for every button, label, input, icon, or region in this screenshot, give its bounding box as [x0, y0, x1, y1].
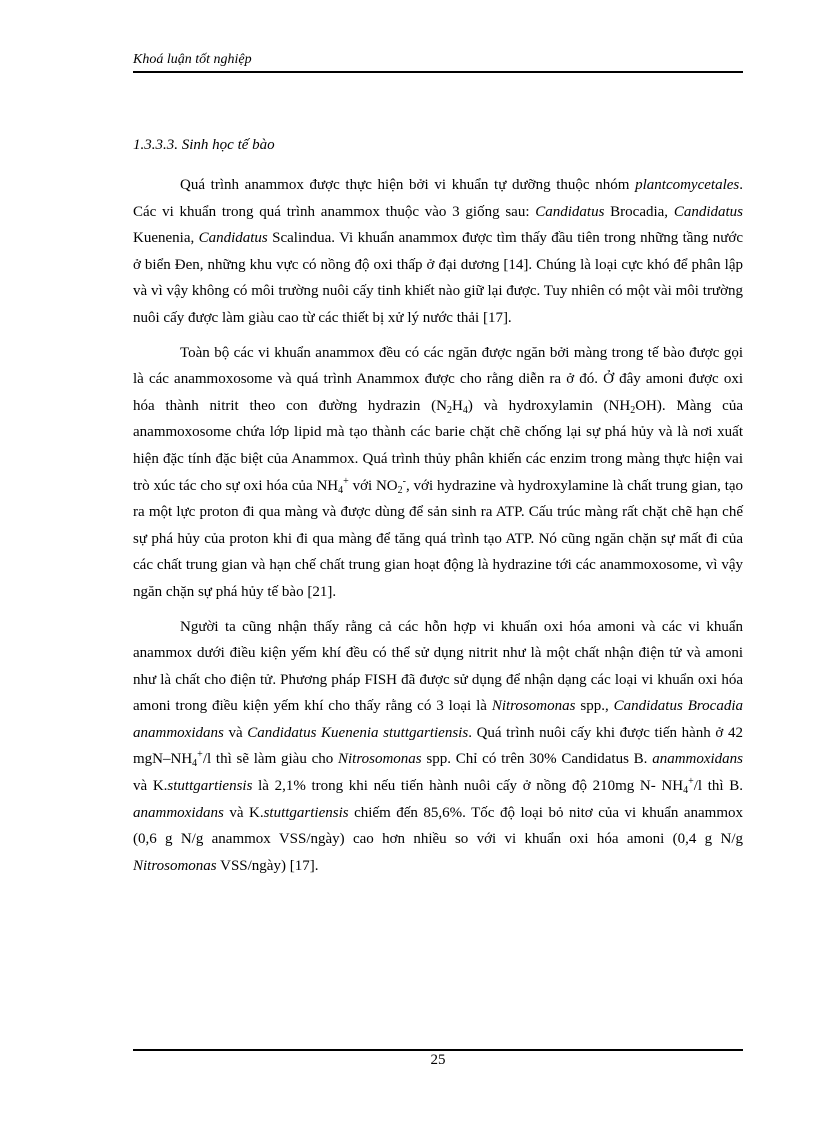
paragraph-3: Người ta cũng nhận thấy rằng cả các hỗn hợp vi khuẩn oxi hóa amoni và các vi khuẩn anammox dưới điều kiện yếm khí đều có thể sử dụng nitrit như là một chất nhận điện tử và amoni như là chất cho điện tử. Phương pháp FISH đã được sử dụng để nhận dạng các loại vi khuẩn oxi hóa amoni trong điều kiện yếm khí cho thấy rằng có 3 loại là Nitrosomonas spp., Candidatus Brocadia anammoxidans và Candidatus Kuenenia stuttgartiensis. Quá trình nuôi cấy khi được tiến hành ở 42 mgN–$NH_4^+/l$ thì sẽ làm giàu cho Nitrosomonas spp. Chỉ có trên 30% Candidatus B. anammoxidans và K.stuttgartiensis là 2,1% trong khi nếu tiến hành nuôi cấy ở nồng độ 210mg N- $NH_4^+/l$ thì B. anammoxidans và K.stuttgartiensis chiếm đến 85,6%. Tốc độ loại bỏ nitơ của vi khuẩn anammox (0,6 g N/g anammox VSS/ngày) cao hơn nhiều so với vi khuẩn oxi hóa amoni (0,4 g N/g Nitrosomonas VSS/ngày) [17]. [133, 618, 744, 874]
footer-rule [133, 1049, 743, 1051]
body-text [133, 172, 743, 887]
header-rule [133, 71, 743, 73]
page-number: 25 [430, 1052, 446, 1068]
paragraph-2: Toàn bộ các vi khuẩn anammox đều có các ngăn được ngăn bởi màng trong tế bào được gọi là các anammoxosome và quá trình Anammox được cho rằng diễn ra ở đó. Ở đây amoni được oxi hóa thành nitrit theo con đường hydrazin $(N_2H_4)$ và hydroxylamin $(NH_2OH)$. Màng của anammoxosome chứa lớp lipid mà tạo thành các barie chặt chẽ chống lại sự phá hủy và là nơi xuất hiện đặc tính đặc biệt của Anammox. Quá trình thủy phân khiến các enzim trong màng thực hiện vai trò xúc tác cho sự oxi hóa của $NH_4^+$ với $NO_2^-$, với hydrazine và hydroxylamine là chất trung gian, tạo ra một lực proton đi qua màng và được dùng để sản sinh ra ATP. Cấu trúc màng rất chặt chẽ hạn chế sự phá hủy của proton khi đi qua màng để tăng quá trình tạo ATP. Nó cũng ngăn chặn sự mất đi của các chất trung gian và hạn chế chất trung gian hoạt động là hydrazine tới các anammoxosome, vì vậy ngăn chặn sự phá hủy tế bào [21]. [133, 344, 744, 600]
paragraph-1: Quá trình anammox được thực hiện bởi vi khuẩn tự dưỡng thuộc nhóm plantcomycetales. Các vi khuẩn trong quá trình anammox thuộc vào 3 giống sau: Candidatus Brocadia, Candidatus Kuenenia, Candidatus Scalindua. Vi khuẩn anammox được tìm thấy đầu tiên trong những tầng nước ở biển Đen, những khu vực có nồng độ oxi thấp ở đại dương [14]. Chúng là loại cực khó để phân lập và vì vậy không có môi trường nuôi cấy tinh khiết nào giữ lại được. Tuy nhiên có một vài môi trường nuôi cấy được làm giàu cao từ các thiết bị xử lý nước thải [17]. [133, 177, 743, 326]
section-title: 1.3.3.3. Sinh học tế bào [133, 137, 275, 153]
running-header: Khoá luận tốt nghiệp [133, 52, 252, 67]
